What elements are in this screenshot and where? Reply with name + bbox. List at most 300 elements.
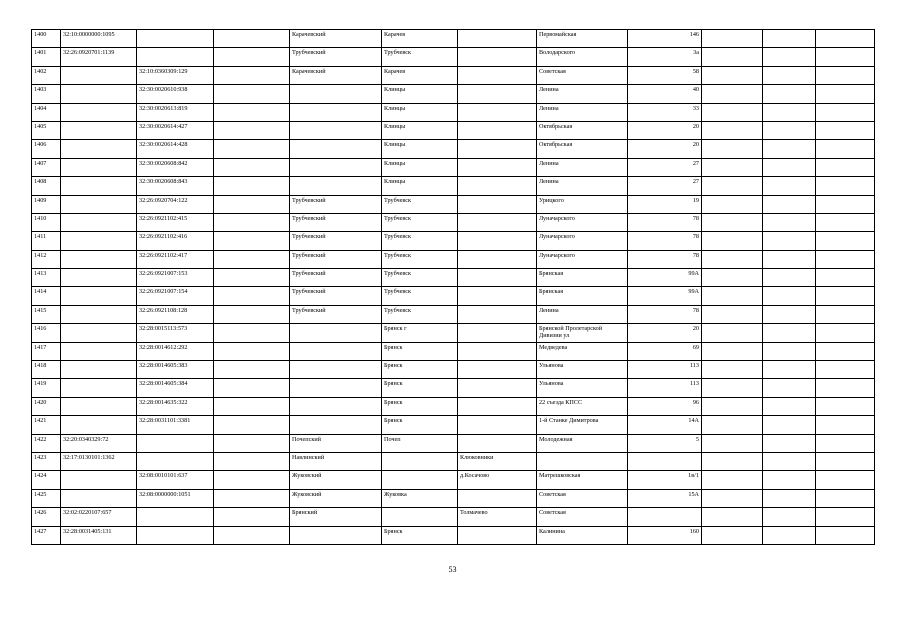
- city-cell: Жуковка: [382, 489, 458, 507]
- table-row: [32, 361, 875, 379]
- settlement-cell: Клюковники: [458, 452, 537, 470]
- city-cell: Брянск: [382, 361, 458, 379]
- district-cell: [290, 177, 382, 195]
- empty-column: [214, 361, 290, 379]
- cadastral-number-primary: [61, 250, 137, 268]
- empty-cell: [763, 213, 816, 231]
- city-cell: Клинцы: [382, 158, 458, 176]
- district-cell: [290, 158, 382, 176]
- row-number: 1419: [32, 379, 61, 397]
- settlement-cell: д.Косачово: [458, 471, 537, 489]
- empty-cell: [702, 361, 763, 379]
- house-number-cell: 33: [628, 103, 702, 121]
- empty-column: [214, 434, 290, 452]
- row-number: 1416: [32, 324, 61, 342]
- empty-cell: [763, 158, 816, 176]
- settlement-cell: [458, 287, 537, 305]
- house-number-cell: 20: [628, 121, 702, 139]
- city-cell: Почеп: [382, 434, 458, 452]
- city-cell: Клинцы: [382, 103, 458, 121]
- empty-cell: [763, 434, 816, 452]
- cadastral-number-secondary: 32:26:0921102:415: [137, 213, 214, 231]
- cadastral-number-primary: [61, 232, 137, 250]
- cadastral-number-secondary: 32:30:0020614:428: [137, 140, 214, 158]
- house-number-cell: 113: [628, 361, 702, 379]
- empty-cell: [816, 269, 875, 287]
- empty-cell: [763, 489, 816, 507]
- empty-cell: [763, 103, 816, 121]
- empty-column: [214, 213, 290, 231]
- empty-cell: [816, 158, 875, 176]
- empty-cell: [763, 66, 816, 84]
- row-number: 1415: [32, 305, 61, 323]
- cadastral-number-primary: 32:20:0340329:72: [61, 434, 137, 452]
- cadastral-number-primary: [61, 416, 137, 434]
- table-row: [32, 213, 875, 231]
- cadastral-number-secondary: 32:30:0020614:427: [137, 121, 214, 139]
- cadastral-number-primary: [61, 66, 137, 84]
- empty-column: [214, 66, 290, 84]
- street-cell: [537, 452, 628, 470]
- empty-cell: [763, 471, 816, 489]
- district-cell: Навлинский: [290, 452, 382, 470]
- empty-cell: [816, 177, 875, 195]
- city-cell: Клинцы: [382, 121, 458, 139]
- house-number-cell: 27: [628, 158, 702, 176]
- empty-cell: [816, 250, 875, 268]
- cadastral-number-primary: [61, 361, 137, 379]
- empty-column: [214, 305, 290, 323]
- street-cell: Брянской Пролетарской Дивизии ул: [537, 324, 628, 342]
- table-row: [32, 379, 875, 397]
- city-cell: Трубчевск: [382, 287, 458, 305]
- house-number-cell: 99А: [628, 269, 702, 287]
- cadastral-number-secondary: [137, 30, 214, 48]
- house-number-cell: 40: [628, 85, 702, 103]
- row-number: 1404: [32, 103, 61, 121]
- row-number: 1414: [32, 287, 61, 305]
- empty-column: [214, 48, 290, 66]
- cadastral-number-primary: [61, 140, 137, 158]
- empty-column: [214, 379, 290, 397]
- empty-column: [214, 177, 290, 195]
- house-number-cell: [628, 452, 702, 470]
- empty-cell: [763, 361, 816, 379]
- row-number: 1427: [32, 526, 61, 544]
- empty-cell: [702, 66, 763, 84]
- house-number-cell: 69: [628, 342, 702, 360]
- empty-cell: [816, 232, 875, 250]
- cadastral-number-secondary: 32:26:0921102:417: [137, 250, 214, 268]
- empty-cell: [816, 342, 875, 360]
- city-cell: Трубчевск: [382, 232, 458, 250]
- empty-column: [214, 103, 290, 121]
- empty-cell: [763, 416, 816, 434]
- house-number-cell: 113: [628, 379, 702, 397]
- table-row: [32, 158, 875, 176]
- empty-cell: [763, 324, 816, 342]
- empty-column: [214, 342, 290, 360]
- empty-cell: [702, 232, 763, 250]
- house-number-cell: 20: [628, 140, 702, 158]
- street-cell: Брянская: [537, 287, 628, 305]
- street-cell: Октябрьская: [537, 140, 628, 158]
- district-cell: [290, 85, 382, 103]
- street-cell: Октябрьская: [537, 121, 628, 139]
- house-number-cell: 19: [628, 195, 702, 213]
- empty-column: [214, 287, 290, 305]
- district-cell: Трубчевский: [290, 232, 382, 250]
- street-cell: 22 съезда КПСС: [537, 397, 628, 415]
- empty-cell: [816, 121, 875, 139]
- page-number: 53: [448, 565, 457, 574]
- cadastral-number-secondary: 32:26:0921108:128: [137, 305, 214, 323]
- cadastral-number-primary: [61, 324, 137, 342]
- empty-cell: [702, 48, 763, 66]
- city-cell: Клинцы: [382, 140, 458, 158]
- empty-column: [214, 269, 290, 287]
- empty-cell: [763, 342, 816, 360]
- settlement-cell: [458, 103, 537, 121]
- cadastral-number-secondary: 32:08:0000000:1051: [137, 489, 214, 507]
- cadastral-number-primary: [61, 158, 137, 176]
- empty-cell: [763, 232, 816, 250]
- settlement-cell: [458, 489, 537, 507]
- cadastral-number-secondary: 32:26:0921007:154: [137, 287, 214, 305]
- empty-cell: [763, 379, 816, 397]
- empty-cell: [816, 48, 875, 66]
- street-cell: Матрешковская: [537, 471, 628, 489]
- settlement-cell: [458, 232, 537, 250]
- row-number: 1400: [32, 30, 61, 48]
- row-number: 1421: [32, 416, 61, 434]
- street-cell: Ленина: [537, 103, 628, 121]
- street-cell: Советская: [537, 508, 628, 526]
- cadastral-number-secondary: 32:28:0014605:384: [137, 379, 214, 397]
- settlement-cell: [458, 121, 537, 139]
- district-cell: [290, 103, 382, 121]
- row-number: 1403: [32, 85, 61, 103]
- settlement-cell: [458, 416, 537, 434]
- empty-cell: [702, 342, 763, 360]
- empty-cell: [816, 379, 875, 397]
- cadastral-number-primary: [61, 379, 137, 397]
- cadastral-number-secondary: [137, 434, 214, 452]
- empty-cell: [816, 85, 875, 103]
- empty-cell: [763, 305, 816, 323]
- cadastral-number-secondary: 32:26:0921102:416: [137, 232, 214, 250]
- empty-column: [214, 489, 290, 507]
- table-row: [32, 30, 875, 48]
- cadastral-number-primary: [61, 471, 137, 489]
- empty-column: [214, 416, 290, 434]
- city-cell: Брянск: [382, 416, 458, 434]
- row-number: 1418: [32, 361, 61, 379]
- empty-cell: [816, 213, 875, 231]
- city-cell: Брянск: [382, 397, 458, 415]
- settlement-cell: [458, 195, 537, 213]
- city-cell: Карачев: [382, 30, 458, 48]
- city-cell: [382, 471, 458, 489]
- district-cell: [290, 121, 382, 139]
- empty-column: [214, 158, 290, 176]
- city-cell: Брянск: [382, 342, 458, 360]
- house-number-cell: 78: [628, 305, 702, 323]
- house-number-cell: 78: [628, 232, 702, 250]
- district-cell: [290, 526, 382, 544]
- street-cell: Ленина: [537, 177, 628, 195]
- empty-cell: [702, 269, 763, 287]
- row-number: 1411: [32, 232, 61, 250]
- empty-cell: [763, 287, 816, 305]
- district-cell: [290, 140, 382, 158]
- empty-column: [214, 397, 290, 415]
- empty-column: [214, 324, 290, 342]
- district-cell: Трубчевский: [290, 269, 382, 287]
- city-cell: Трубчевск: [382, 213, 458, 231]
- settlement-cell: [458, 526, 537, 544]
- table-row: [32, 66, 875, 84]
- street-cell: 1-й Станке Димитрова: [537, 416, 628, 434]
- empty-column: [214, 250, 290, 268]
- cadastral-number-primary: [61, 85, 137, 103]
- table-row: [32, 121, 875, 139]
- row-number: 1402: [32, 66, 61, 84]
- cadastral-number-secondary: 32:30:0020608:842: [137, 158, 214, 176]
- city-cell: Трубчевск: [382, 269, 458, 287]
- settlement-cell: [458, 361, 537, 379]
- street-cell: Молодежная: [537, 434, 628, 452]
- cadastral-number-primary: [61, 342, 137, 360]
- cadastral-number-secondary: 32:26:0921007:153: [137, 269, 214, 287]
- empty-column: [214, 85, 290, 103]
- table-row: [32, 508, 875, 526]
- empty-cell: [702, 397, 763, 415]
- empty-cell: [816, 489, 875, 507]
- street-cell: Володарского: [537, 48, 628, 66]
- empty-cell: [763, 250, 816, 268]
- settlement-cell: [458, 269, 537, 287]
- empty-cell: [702, 195, 763, 213]
- empty-cell: [702, 177, 763, 195]
- empty-cell: [702, 85, 763, 103]
- district-cell: [290, 379, 382, 397]
- cadastral-number-secondary: 32:28:0014612:292: [137, 342, 214, 360]
- house-number-cell: [628, 508, 702, 526]
- house-number-cell: 1в/1: [628, 471, 702, 489]
- settlement-cell: [458, 140, 537, 158]
- empty-cell: [816, 305, 875, 323]
- empty-column: [214, 30, 290, 48]
- empty-cell: [816, 66, 875, 84]
- street-cell: Ленина: [537, 85, 628, 103]
- city-cell: Трубчевск: [382, 48, 458, 66]
- cadastral-number-primary: [61, 195, 137, 213]
- street-cell: Луначарского: [537, 213, 628, 231]
- house-number-cell: 96: [628, 397, 702, 415]
- street-cell: Советская: [537, 66, 628, 84]
- street-cell: Советская: [537, 489, 628, 507]
- empty-cell: [702, 489, 763, 507]
- empty-cell: [816, 103, 875, 121]
- registry-table: [31, 29, 875, 545]
- house-number-cell: 20: [628, 324, 702, 342]
- empty-cell: [702, 526, 763, 544]
- empty-cell: [816, 287, 875, 305]
- table-row: [32, 397, 875, 415]
- table-row: [32, 232, 875, 250]
- table-row: [32, 342, 875, 360]
- cadastral-number-secondary: 32:30:0020610:938: [137, 85, 214, 103]
- table-row: [32, 452, 875, 470]
- empty-cell: [816, 434, 875, 452]
- city-cell: Клинцы: [382, 177, 458, 195]
- district-cell: Трубчевский: [290, 195, 382, 213]
- street-cell: Луначарского: [537, 232, 628, 250]
- city-cell: [382, 452, 458, 470]
- street-cell: Луначарского: [537, 250, 628, 268]
- empty-cell: [702, 30, 763, 48]
- cadastral-number-secondary: 32:28:0031101:3381: [137, 416, 214, 434]
- district-cell: Трубчевский: [290, 305, 382, 323]
- settlement-cell: [458, 379, 537, 397]
- district-cell: Карачевский: [290, 30, 382, 48]
- cadastral-number-secondary: 32:30:0020608:843: [137, 177, 214, 195]
- empty-cell: [816, 195, 875, 213]
- cadastral-number-secondary: [137, 526, 214, 544]
- table-row: [32, 471, 875, 489]
- empty-cell: [763, 48, 816, 66]
- table-row: [32, 434, 875, 452]
- empty-cell: [763, 195, 816, 213]
- empty-cell: [702, 434, 763, 452]
- table-row: [32, 287, 875, 305]
- cadastral-number-primary: [61, 269, 137, 287]
- cadastral-number-secondary: 32:10:0360309:129: [137, 66, 214, 84]
- empty-column: [214, 452, 290, 470]
- district-cell: [290, 324, 382, 342]
- row-number: 1410: [32, 213, 61, 231]
- cadastral-number-secondary: 32:28:0014635:322: [137, 397, 214, 415]
- city-cell: Трубчевск: [382, 195, 458, 213]
- settlement-cell: [458, 158, 537, 176]
- row-number: 1405: [32, 121, 61, 139]
- empty-cell: [816, 324, 875, 342]
- empty-cell: [763, 85, 816, 103]
- empty-column: [214, 526, 290, 544]
- settlement-cell: [458, 342, 537, 360]
- settlement-cell: [458, 30, 537, 48]
- city-cell: Клинцы: [382, 85, 458, 103]
- empty-cell: [702, 287, 763, 305]
- district-cell: [290, 416, 382, 434]
- empty-cell: [763, 30, 816, 48]
- settlement-cell: [458, 324, 537, 342]
- empty-column: [214, 121, 290, 139]
- empty-cell: [702, 250, 763, 268]
- house-number-cell: 160: [628, 526, 702, 544]
- row-number: 1409: [32, 195, 61, 213]
- empty-cell: [763, 508, 816, 526]
- street-cell: Ульянова: [537, 379, 628, 397]
- settlement-cell: [458, 434, 537, 452]
- row-number: 1412: [32, 250, 61, 268]
- empty-column: [214, 232, 290, 250]
- empty-cell: [816, 526, 875, 544]
- settlement-cell: [458, 397, 537, 415]
- empty-cell: [763, 269, 816, 287]
- district-cell: [290, 342, 382, 360]
- table-row: [32, 324, 875, 342]
- street-cell: Ленина: [537, 305, 628, 323]
- cadastral-number-primary: 32:02:0220107:657: [61, 508, 137, 526]
- empty-cell: [816, 397, 875, 415]
- city-cell: Карачев: [382, 66, 458, 84]
- empty-cell: [702, 305, 763, 323]
- empty-cell: [702, 324, 763, 342]
- cadastral-number-primary: [61, 305, 137, 323]
- cadastral-number-primary: 32:10:0000000:1095: [61, 30, 137, 48]
- settlement-cell: [458, 213, 537, 231]
- cadastral-number-primary: [61, 213, 137, 231]
- row-number: 1408: [32, 177, 61, 195]
- cadastral-number-primary: [61, 489, 137, 507]
- house-number-cell: 78: [628, 213, 702, 231]
- settlement-cell: [458, 85, 537, 103]
- settlement-cell: Толмачево: [458, 508, 537, 526]
- table-row: [32, 526, 875, 544]
- empty-cell: [702, 213, 763, 231]
- empty-cell: [816, 452, 875, 470]
- cadastral-number-secondary: [137, 48, 214, 66]
- table-row: [32, 103, 875, 121]
- cadastral-number-secondary: 32:08:0010101:637: [137, 471, 214, 489]
- district-cell: Почепский: [290, 434, 382, 452]
- house-number-cell: 146: [628, 30, 702, 48]
- empty-cell: [816, 416, 875, 434]
- cadastral-number-primary: 32:26:0920701:1139: [61, 48, 137, 66]
- row-number: 1424: [32, 471, 61, 489]
- street-cell: Урицкого: [537, 195, 628, 213]
- street-cell: Медведева: [537, 342, 628, 360]
- cadastral-number-secondary: [137, 508, 214, 526]
- street-cell: Ульянова: [537, 361, 628, 379]
- empty-cell: [763, 140, 816, 158]
- city-cell: [382, 508, 458, 526]
- cadastral-number-secondary: 32:28:0015113:573: [137, 324, 214, 342]
- empty-cell: [763, 452, 816, 470]
- empty-cell: [763, 397, 816, 415]
- empty-cell: [763, 177, 816, 195]
- house-number-cell: 14А: [628, 416, 702, 434]
- empty-cell: [702, 471, 763, 489]
- district-cell: Жуковский: [290, 471, 382, 489]
- table-row: [32, 489, 875, 507]
- district-cell: Трубчевский: [290, 250, 382, 268]
- empty-cell: [702, 416, 763, 434]
- table-row: [32, 48, 875, 66]
- settlement-cell: [458, 66, 537, 84]
- cadastral-number-primary: 32:28:0031405:131: [61, 526, 137, 544]
- empty-cell: [763, 526, 816, 544]
- house-number-cell: 27: [628, 177, 702, 195]
- district-cell: Трубчевский: [290, 213, 382, 231]
- empty-cell: [702, 158, 763, 176]
- row-number: 1425: [32, 489, 61, 507]
- cadastral-number-primary: [61, 287, 137, 305]
- cadastral-number-primary: [61, 121, 137, 139]
- row-number: 1420: [32, 397, 61, 415]
